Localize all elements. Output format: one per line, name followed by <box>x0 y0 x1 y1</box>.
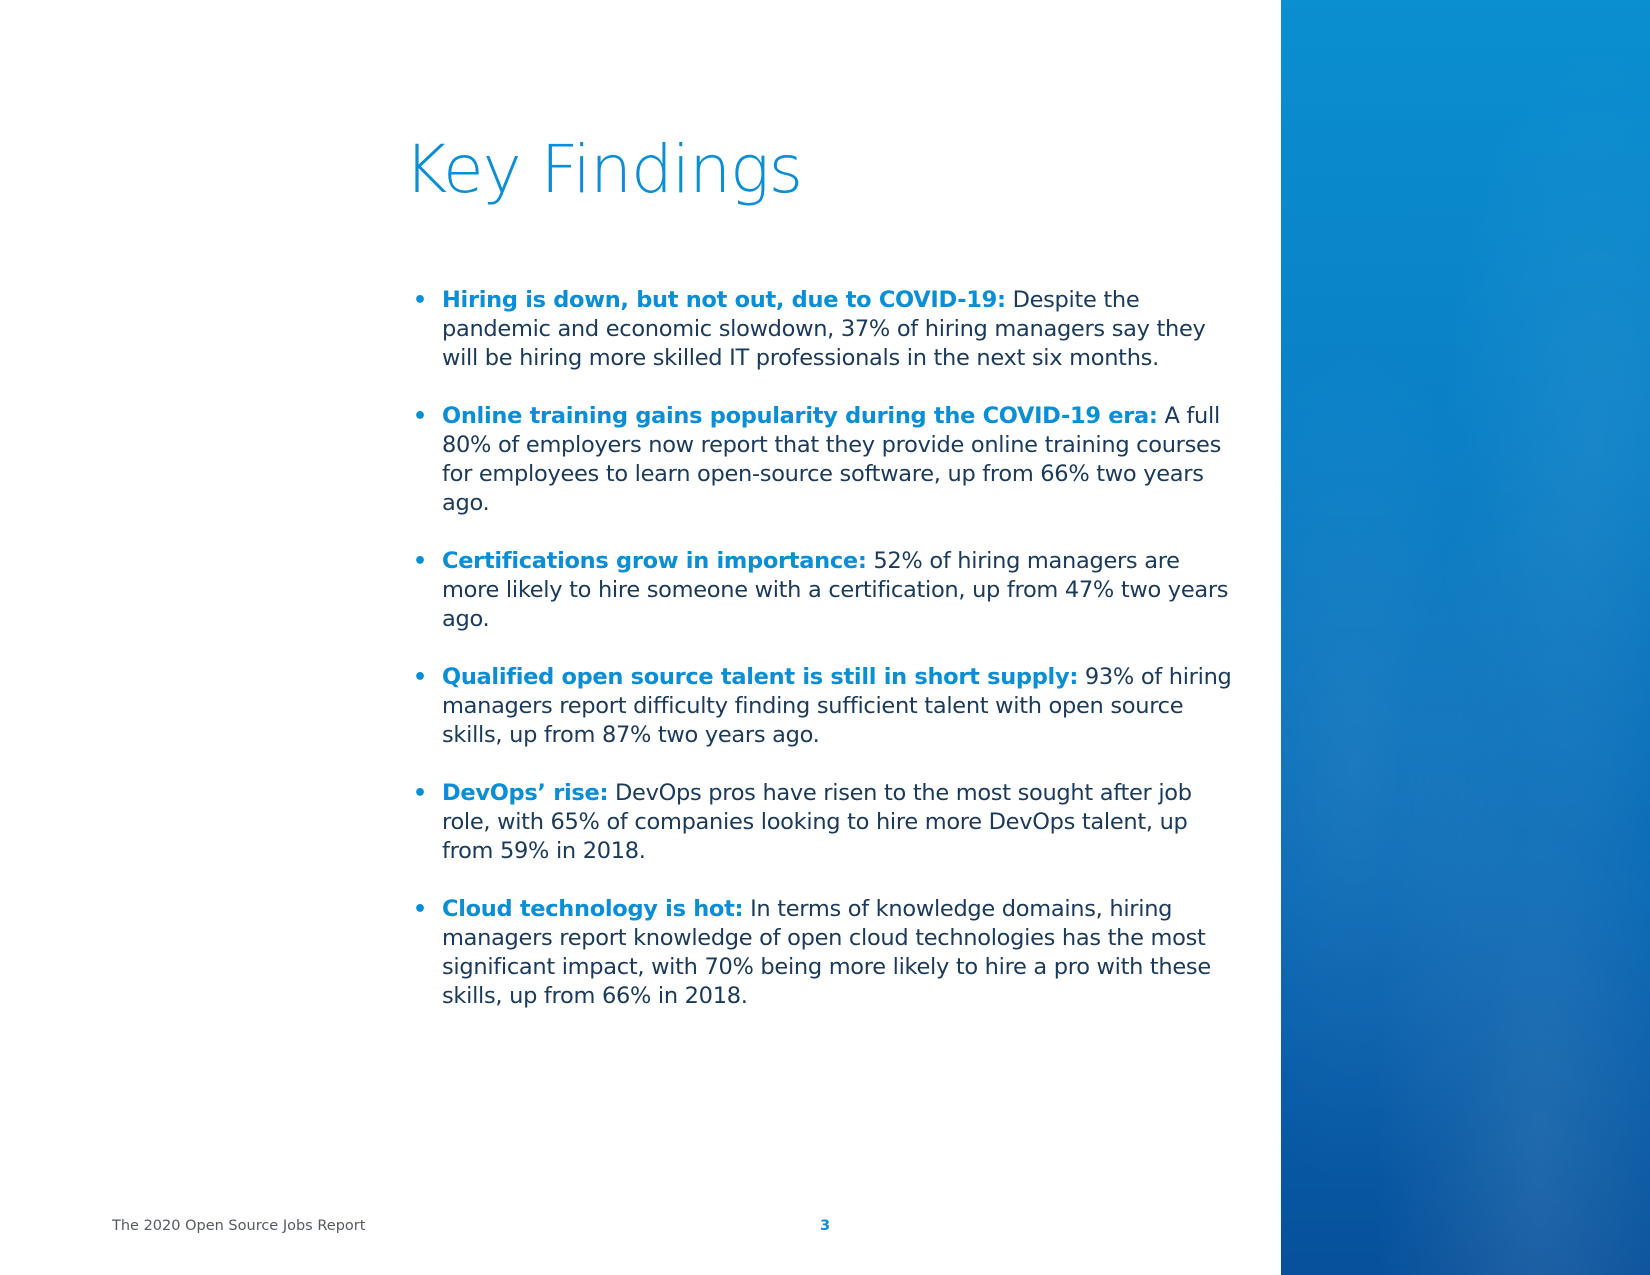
page-number: 3 <box>820 1218 831 1234</box>
bullet-icon: • <box>413 897 427 922</box>
bullet-icon: • <box>413 404 427 429</box>
footer-report-title: The 2020 Open Source Jobs Report <box>112 1218 366 1234</box>
finding-text: Despite the pandemic and economic slowdown, 37% of hiring managers say they will be hiring more skilled IT professionals in the next six months. <box>442 287 1206 371</box>
finding-lead: Qualified open source talent is still in short supply: <box>442 664 1079 690</box>
finding-item <box>412 779 1242 866</box>
finding-lead: Online training gains popularity during the COVID-19 era: <box>442 403 1158 429</box>
finding-text: 93% of hiring managers report difficulty finding sufficient talent with open source skills, up from 87% two years ago. <box>442 664 1232 748</box>
finding-item <box>412 286 1242 373</box>
bullet-icon: • <box>413 288 427 313</box>
decorative-sky-panel <box>1281 0 1650 1275</box>
page-title: Key Findings <box>404 131 803 208</box>
finding-item <box>412 895 1242 1011</box>
finding-text: A full 80% of employers now report that they provide online training courses for employees to learn open-source software, up from 66% two years ago. <box>442 403 1222 516</box>
bullet-icon: • <box>413 549 427 574</box>
finding-lead: Hiring is down, but not out, due to COVID-19: <box>442 287 1006 313</box>
finding-item <box>412 663 1242 750</box>
bullet-icon: • <box>413 781 427 806</box>
finding-lead: Certifications grow in importance: <box>442 548 867 574</box>
finding-lead: DevOps’ rise: <box>442 780 609 806</box>
bullet-icon: • <box>413 665 427 690</box>
finding-text: In terms of knowledge domains, hiring managers report knowledge of open cloud technologies has the most significant impact, with 70% being more likely to hire a pro with these skills, up from 66% in 2018. <box>442 896 1211 1009</box>
finding-lead: Cloud technology is hot: <box>442 896 744 922</box>
finding-text: 52% of hiring managers are more likely to hire someone with a certification, up from 47% two years ago. <box>442 548 1229 632</box>
finding-item <box>412 547 1242 634</box>
finding-text: DevOps pros have risen to the most sought after job role, with 65% of companies looking to hire more DevOps talent, up from 59% in 2018. <box>442 780 1192 864</box>
key-findings-list <box>412 286 1242 1040</box>
finding-item <box>412 402 1242 518</box>
